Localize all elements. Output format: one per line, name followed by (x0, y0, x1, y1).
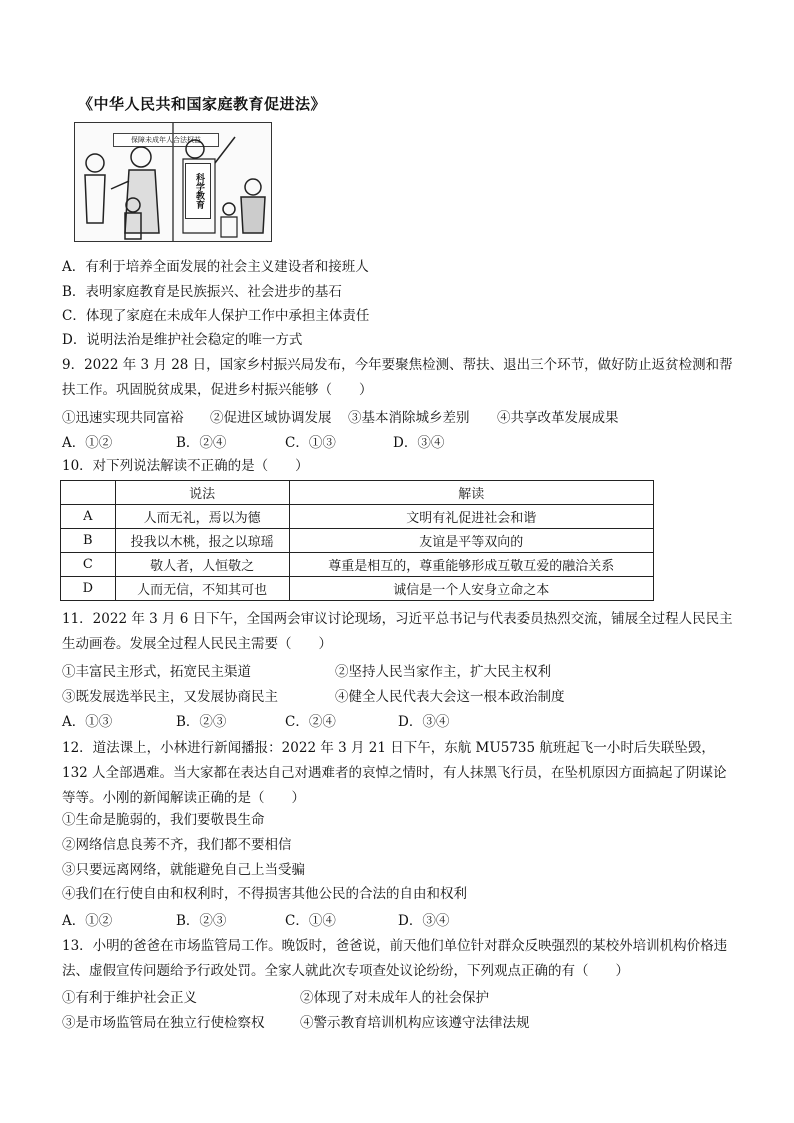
q12-item-2: ②网络信息良莠不齐，我们都不要相信 (62, 837, 292, 853)
table-row (61, 529, 654, 553)
q9-answer-b: B．②④ (176, 435, 227, 451)
q12-answer-a: A．①② (62, 913, 113, 929)
q12-stem: 12．道法课上，小林进行新闻播报：2022 年 3 月 21 日下午，东航 MU5735 航班起飞一小时后失联坠毁，132 人全部遇难。当大家都在表达自己对遇难者的哀悼之情时，有人抹黑飞行员，在坠机原因方面搞起了阴谋论等等。小刚的新闻解读正确的是（ ） (62, 740, 727, 806)
q9-answer-d: D．③④ (393, 435, 445, 451)
q9-item-4: ④共享改革发展成果 (497, 410, 619, 426)
q13-stem: 13．小明的爸爸在市场监管局工作。晚饭时，爸爸说，前天他们单位针对群众反映强烈的某校外培训机构价格违法、虚假宣传问题给予行政处罚。全家人就此次专项查处议论纷纷，下列观点正确的有（ ） (62, 938, 728, 979)
q12-item-4: ④我们在行使自由和权利时，不得损害其他公民的合法的自由和权利 (62, 886, 467, 902)
q8-option-c: C．体现了家庭在未成年人保护工作中承担主体责任 (62, 308, 370, 324)
table-header-cell (61, 481, 116, 505)
table-cell: B (61, 529, 116, 553)
table-cell: 尊重是相互的，尊重能够形成互敬互爱的融洽关系 (289, 553, 653, 577)
table-cell: C (61, 553, 116, 577)
q13-item-2: ②体现了对未成年人的社会保护 (300, 990, 489, 1006)
q11-item-3: ③既发展选举民主，又发展协商民主 (62, 689, 278, 705)
table-header-cell: 解读 (289, 481, 653, 505)
q13-item-3: ③是市场监管局在独立行使检察权 (62, 1015, 265, 1031)
cartoon-banner: 保障未成年人合法权益 (113, 133, 219, 147)
q12-item-1: ①生命是脆弱的，我们要敬畏生命 (62, 812, 265, 828)
q9-answer-c: C．①③ (285, 435, 336, 451)
table-cell: 敬人者，人恒敬之 (115, 553, 289, 577)
q13-item-1: ①有利于维护社会正义 (62, 990, 197, 1006)
cartoon-drawing (75, 123, 271, 241)
science-education-sign: 科学教育 (185, 163, 211, 219)
q9-item-3: ③基本消除城乡差别 (348, 410, 470, 426)
q8-option-b: B．表明家庭教育是民族振兴、社会进步的基石 (62, 284, 342, 300)
q11-item-4: ④健全人民代表大会这一根本政治制度 (335, 689, 565, 705)
cartoon-illustration (74, 122, 272, 242)
q11-answer-d: D．③④ (398, 714, 450, 730)
table-header-cell: 说法 (115, 481, 289, 505)
q12-answer-c: C．①④ (285, 913, 336, 929)
q11-item-1: ①丰富民主形式，拓宽民主渠道 (62, 664, 251, 680)
table-cell: 人而无信，不知其可也 (115, 577, 289, 601)
table-cell: 投我以木桃，报之以琼瑶 (115, 529, 289, 553)
q12-answer-b: B．②③ (176, 913, 227, 929)
q9-answer-a: A．①② (62, 435, 113, 451)
table-cell: 人而无礼，焉以为德 (115, 505, 289, 529)
table-row (61, 505, 654, 529)
q8-option-d: D．说明法治是维护社会稳定的唯一方式 (62, 332, 303, 348)
figure-title: 《中华人民共和国家庭教育促进法》 (78, 95, 327, 113)
table-header-row (61, 481, 654, 505)
q11-stem: 11．2022 年 3 月 6 日下午，全国两会审议讨论现场，习近平总书记与代表委员热烈交流，铺展全过程人民民主生动画卷。发展全过程人民民主需要（ ） (62, 611, 733, 652)
q11-answer-a: A．①③ (62, 714, 113, 730)
q12-item-3: ③只要远离网络，就能避免自己上当受骗 (62, 862, 305, 878)
q11-item-2: ②坚持人民当家作主，扩大民主权利 (335, 664, 551, 680)
table-cell: D (61, 577, 116, 601)
q8-option-a: A．有利于培养全面发展的社会主义建设者和接班人 (62, 259, 369, 275)
table-cell: 文明有礼促进社会和谐 (289, 505, 653, 529)
table-row (61, 553, 654, 577)
q11-answer-c: C．②④ (285, 714, 336, 730)
q9-item-2: ②促进区域协调发展 (210, 410, 332, 426)
table-cell: 友谊是平等双向的 (289, 529, 653, 553)
q11-answer-b: B．②③ (176, 714, 227, 730)
q10-stem: 10．对下列说法解读不正确的是（ ） (62, 458, 309, 474)
table-row (61, 577, 654, 601)
q9-item-1: ①迅速实现共同富裕 (62, 410, 184, 426)
q12-answer-d: D．③④ (398, 913, 450, 929)
q9-stem: 9．2022 年 3 月 28 日，国家乡村振兴局发布，今年要聚焦检测、帮扶、退出三个环节，做好防止返贫检测和帮扶工作。巩固脱贫成果，促进乡村振兴能够（ ） (62, 357, 733, 398)
table-cell: 诚信是一个人安身立命之本 (289, 577, 653, 601)
q10-table (60, 480, 654, 601)
q13-item-4: ④警示教育培训机构应该遵守法律法规 (300, 1015, 530, 1031)
table-cell: A (61, 505, 116, 529)
